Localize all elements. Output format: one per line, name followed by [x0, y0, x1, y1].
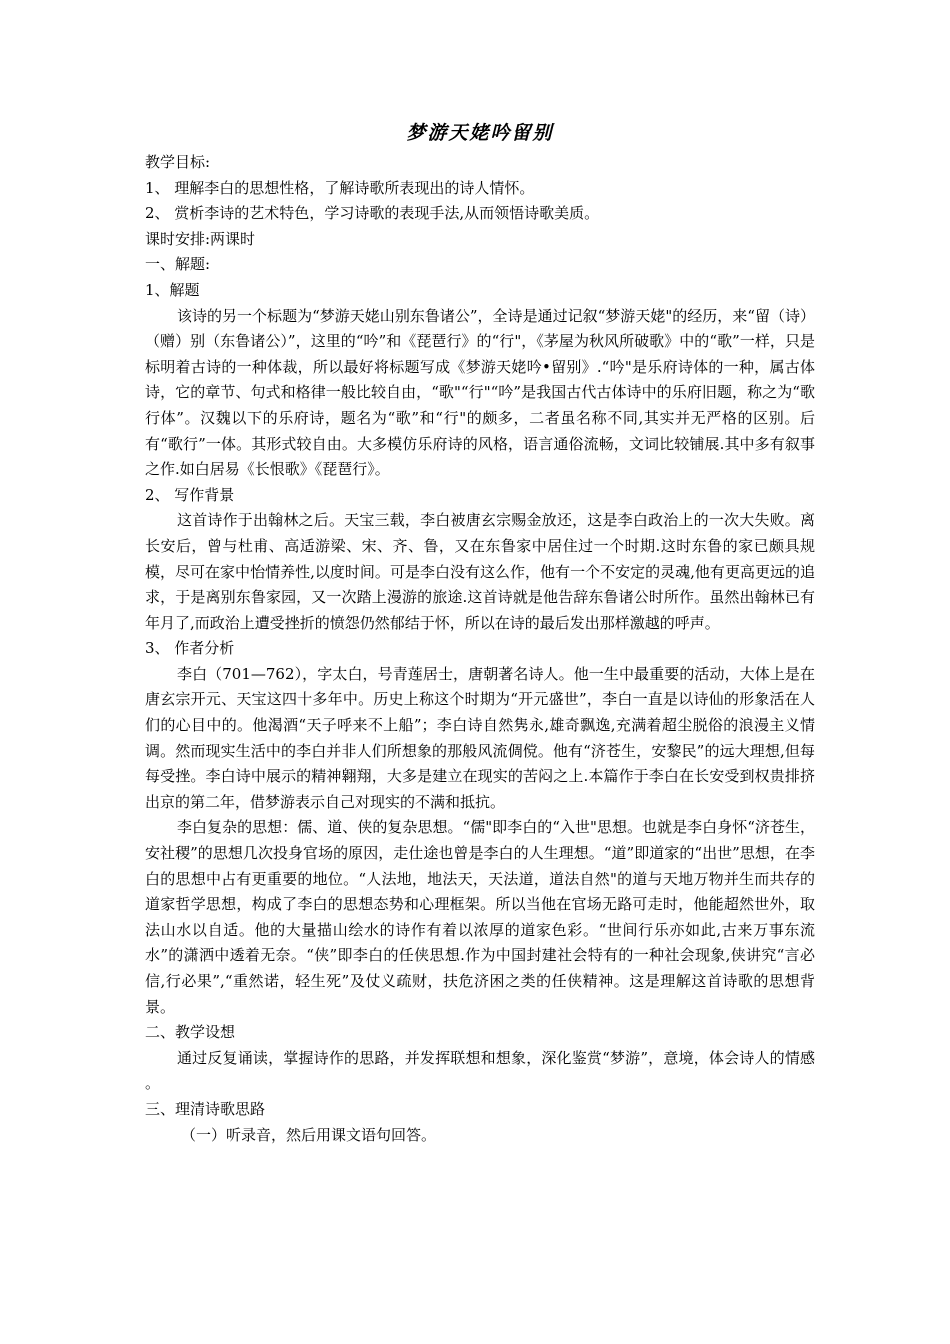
page-title: 梦游天姥吟留别 — [406, 122, 554, 144]
schedule-line: 课时安排:两课时 — [145, 229, 256, 248]
section-heading: 三、理清诗歌思路 — [145, 1099, 266, 1118]
subsection-heading: （一）听录音，然后用课文语句回答。 — [181, 1125, 437, 1144]
paragraph: 通过反复诵读，掌握诗作的思路，并发挥联想和想象，深化鉴赏“梦游”，意境，体会诗人的情感 。 — [145, 1048, 815, 1093]
subsection-heading: 3、 作者分析 — [145, 639, 235, 658]
objectives-label: 教学目标: — [145, 153, 211, 171]
paragraph: 该诗的另一个标题为“梦游天姥山别东鲁诸公”，全诗是通过记叙“梦游天姥"的经历，来“留（诗）（赠）别（东鲁诸公）”，这里的“吟”和《琵琶行》的“行"，《茅屋为秋风所破歌》中的“歌”一样，只是标明着古诗的一种体裁，所以最好将标题写成《梦游天姥吟•留别》.“吟"是乐府诗体的一种，属古体诗，它的章节、句式和格律一般比较自由，“歌"“行"“吟”是我国古代古体诗中的乐府旧题，称之为“歌行体”。汉魏以下的乐府诗，题名为“歌”和“行"的颇多，二者虽名称不同,其实并无严格的区别。后有“歌行”一体。其形式较自由。大多模仿乐府诗的风格，语言通俗流畅，文词比较铺展.其中多有叙事之作.如白居易《长恨歌》《琵琶行》。 — [145, 306, 815, 479]
paragraph: 李白（701—762），字太白，号青莲居士，唐朝著名诗人。他一生中最重要的活动，大体上是在唐玄宗开元、天宝这四十多年中。历史上称这个时期为“开元盛世”，李白一直是以诗仙的形象活在人们的心目中的。他渴酒“天子呼来不上船”；李白诗自然隽永,雄奇飘逸,充满着超尘脱俗的浪漫主义情调。然而现实生活中的李白并非人们所想象的那般风流倜傥。他有“济苍生，安黎民”的远大理想,但每每受挫。李白诗中展示的精神翱翔，大多是建立在现实的苦闷之上.本篇作于李白在长安受到权贵排挤出京的第二年，借梦游表示自己对现实的不满和抵抗。 — [145, 664, 815, 811]
section-heading: 一、解题: — [145, 255, 211, 274]
subsection-heading: 2、 写作背景 — [145, 485, 235, 504]
paragraph: 这首诗作于出翰林之后。天宝三载，李白被唐玄宗赐金放还，这是李白政治上的一次大失败。离长安后，曾与杜甫、高适游梁、宋、齐、鲁，又在东鲁家中居住过一个时期.这时东鲁的家已颇具规模，尽可在家中怡情养性,以度时间。可是李白没有这么作，他有一个不安定的灵魂,他有更高更远的追求，于是离别东鲁家园，又一次踏上漫游的旅途.这首诗就是他告辞东鲁诸公时所作。虽然出翰林已有年月了,而政治上遭受挫折的愤怨仍然郁结于怀，所以在诗的最后发出那样激越的呼声。 — [145, 511, 815, 632]
subsection-heading: 1、解题 — [145, 280, 200, 299]
objective-item: 1、 理解李白的思想性格，了解诗歌所表现出的诗人情怀。 — [145, 178, 535, 197]
section-heading: 二、教学设想 — [145, 1023, 236, 1042]
paragraph: 李白复杂的思想：儒、道、侠的复杂思想。“儒"即李白的“入世"思想。也就是李白身怀“济苍生，安社稷”的思想几次投身官场的原因，走仕途也曾是李白的人生理想。“道”即道家的“出世”思想，在李白的思想中占有更重要的地位。“人法地，地法天，天法道，道法自然"的道与天地万物并生而共存的道家哲学思想，构成了李白的思想态势和心理框架。所以当他在官场无路可走时，他能超然世外，取法山水以自适。他的大量描山绘水的诗作有着以浓厚的道家色彩。“世间行乐亦如此,古来万事东流水”的潇洒中透着无奈。“侠”即李白的任侠思想.作为中国封建社会特有的一种社会现象,侠讲究“言必信,行必果”,“重然诺，轻生死”及仗义疏财，扶危济困之类的任侠精神。这是理解这首诗歌的思想背景。 — [145, 818, 815, 1016]
objective-item: 2、 赏析李诗的艺术特色，学习诗歌的表现手法,从而领悟诗歌美质。 — [145, 204, 600, 223]
document-page — [145, 118, 815, 1148]
